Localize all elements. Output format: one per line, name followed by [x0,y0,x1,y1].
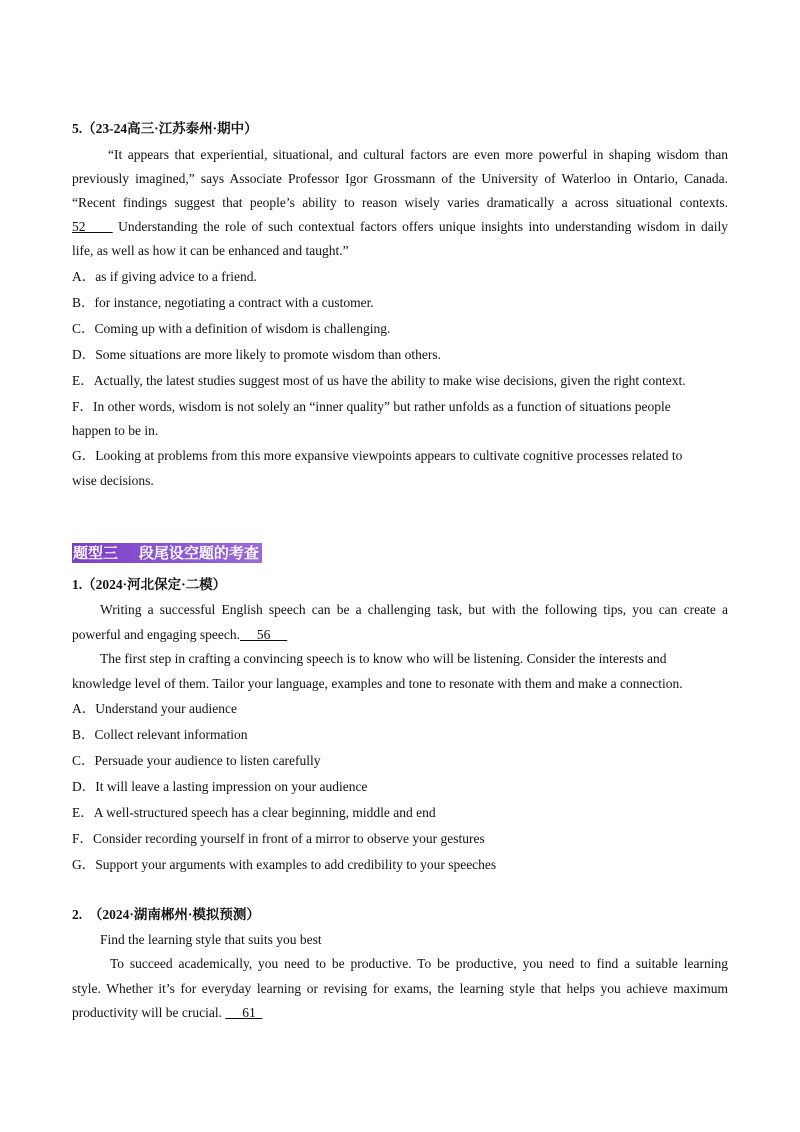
passage-line: “It appears that experiential, situational, and cultural factors are even more powerful in shaping wisdom than [108,147,728,162]
option-f: F．In other words, wisdom is not solely an “inner quality” but rather unfolds as a function of situations people [72,399,671,414]
option-d: D．Some situations are more likely to promote wisdom than others. [72,347,441,362]
passage-line-text: productivity will be crucial. [72,1005,222,1020]
passage-line: To succeed academically, you need to be productive. To be productive, you need to find a suitable learning [110,956,728,971]
question-5-heading: 5.（23-24高三·江苏泰州·期中） [72,121,258,136]
blank-52[interactable]: 52 [72,219,113,234]
option-c: C．Coming up with a definition of wisdom is challenging. [72,321,391,336]
passage-line: style. Whether it’s for everyday learning or revising for exams, the learning style that helps you achieve maximum [72,981,728,996]
passage-line-text: Understanding the role of such contextual factors offers unique insights into understanding wisdom in daily [118,219,729,234]
passage-line: life, as well as how it can be enhanced and taught.” [72,243,349,258]
question-1-heading: 1.（2024·河北保定·二模） [72,577,227,592]
section-title: 题型三 段尾设空题的考查 [72,543,262,563]
option-d: D．It will leave a lasting impression on your audience [72,779,368,794]
option-f: F．Consider recording yourself in front of a mirror to observe your gestures [72,831,485,846]
option-g: G．Looking at problems from this more expansive viewpoints appears to cultivate cognitive processes related to [72,448,683,463]
option-b: B．for instance, negotiating a contract with a customer. [72,295,374,310]
passage-line: The first step in crafting a convincing speech is to know who will be listening. Consider the interests and [100,651,667,666]
question-2-heading: 2. （2024·湖南郴州·模拟预测） [72,907,260,922]
option-c: C．Persuade your audience to listen carefully [72,753,321,768]
option-f-continued: happen to be in. [72,423,159,438]
passage-line: “Recent findings suggest that people’s ability to reason wisely varies dramatically a across situational contexts. [72,195,728,210]
passage-line: knowledge level of them. Tailor your language, examples and tone to resonate with them and make a connection. [72,676,683,691]
option-g-continued: wise decisions. [72,473,154,488]
passage-line: Writing a successful English speech can be a challenging task, but with the following tips, you can create a [100,602,728,617]
passage-line-with-blank [72,218,728,236]
passage-line-text: powerful and engaging speech. [72,627,240,642]
blank-61[interactable]: 61 [225,1005,263,1020]
option-e: E．Actually, the latest studies suggest most of us have the ability to make wise decisions, given the right context. [72,373,686,388]
passage-title: Find the learning style that suits you best [100,932,322,947]
option-g: G．Support your arguments with examples to add credibility to your speeches [72,857,497,872]
option-a: A．as if giving advice to a friend. [72,269,257,284]
passage-line: previously imagined,” says Associate Professor Igor Grossmann of the University of Waterloo in Ontario, Canada. [72,171,728,186]
blank-56[interactable]: 56 [239,627,288,642]
option-a: A．Understand your audience [72,701,237,716]
passage-line-with-blank [72,1004,728,1022]
option-e: E．A well-structured speech has a clear beginning, middle and end [72,805,436,820]
passage-line-with-blank [72,626,728,644]
option-b: B．Collect relevant information [72,727,248,742]
